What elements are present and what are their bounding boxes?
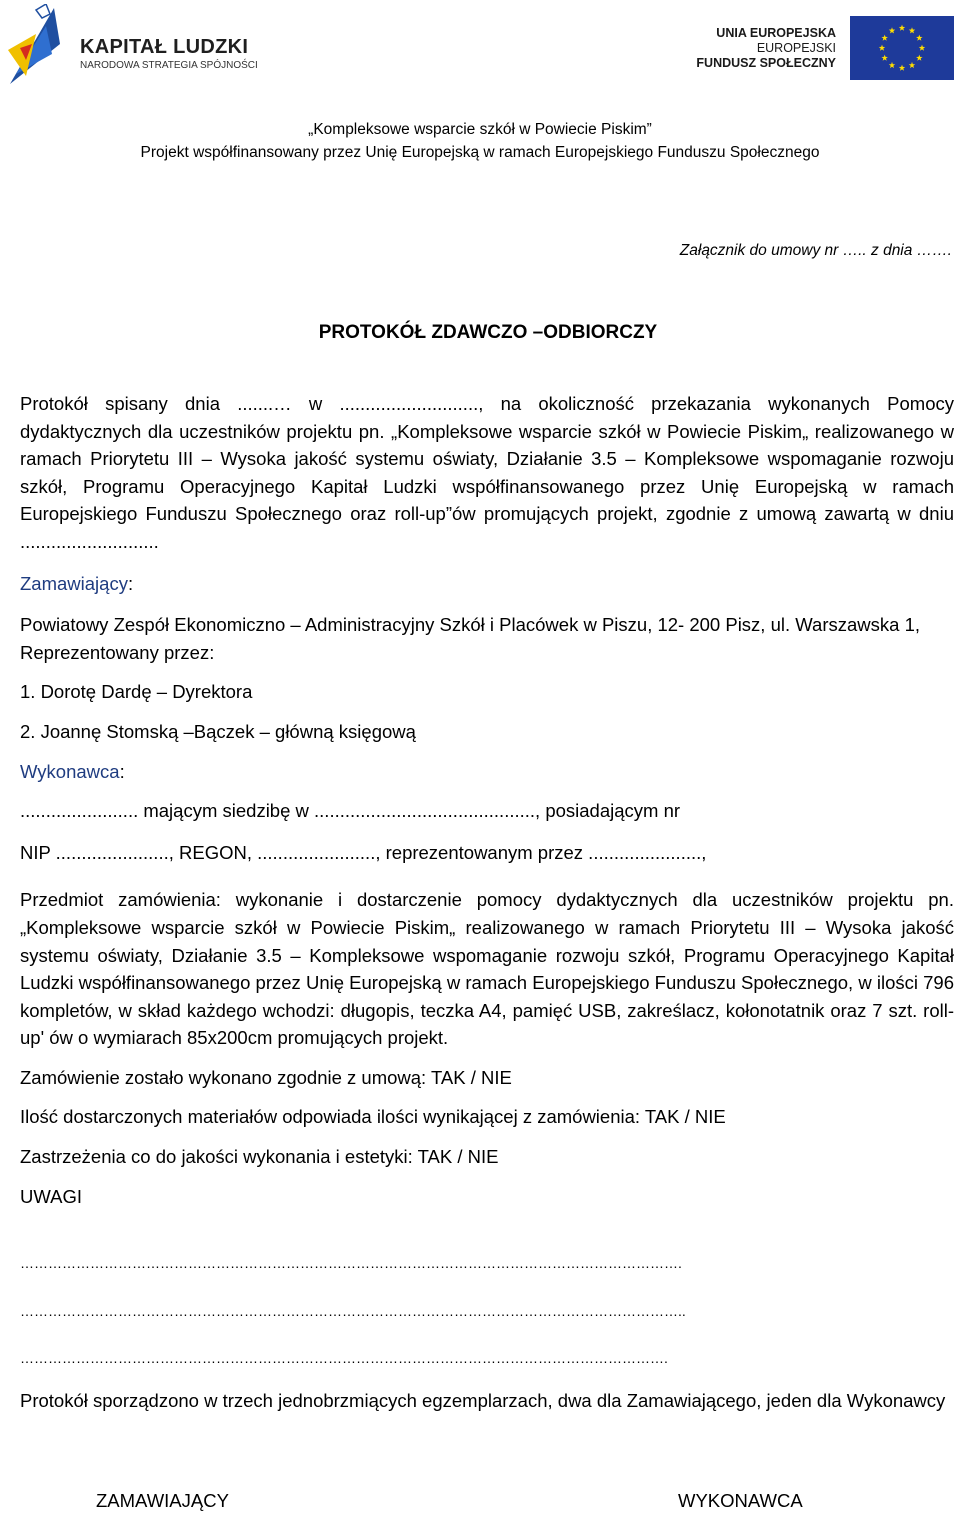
eu-line1: UNIA EUROPEJSKA <box>716 26 836 40</box>
remarks-line-2: …………………………………………………………………………………………………………………………….. <box>20 1302 686 1319</box>
contracting-heading <box>20 570 954 598</box>
kapital-ludzki-title: KAPITAŁ LUDZKI <box>80 36 249 58</box>
eu-line3: FUNDUSZ SPOŁECZNY <box>696 56 836 70</box>
annex-reference: Załącznik do umowy nr ….. z dnia ……. <box>679 242 952 259</box>
eu-star-icon <box>889 62 895 68</box>
signature-contractor: WYKONAWCA <box>678 1490 803 1511</box>
contractor-heading <box>20 758 954 786</box>
remarks-line-1: ……………………………………………………………………………………………………………………………. <box>20 1255 682 1272</box>
contractor-line-2: NIP ......................, REGON, ......................., reprezentowanym przez ......................, <box>20 841 707 863</box>
subject-paragraph: Przedmiot zamówienia: wykonanie i dostarczenie pomocy dydaktycznych dla uczestników projektu pn. „Kompleksowe wsparcie szkół w Powiecie Piskim„ realizowanego w ramach Priorytetu III – Wysoka jakość systemu oświaty, Działanie 3.5 – Kompleksowe wspomaganie rozwoju szkół, Programu Operacyjnego Kapitał Ludzki współfinansowanego przez Unię Europejską w ramach Europejskiego Funduszu Społecznego, w ilości 796 kompletów, w skład każdego wchodzi: długopis, teczka A4, pamięć USB, zakreślacz, kołonotatnik oraz 7 szt. roll-up' ów o wymiarach 85x200cm promujących projekt. <box>20 889 954 1049</box>
contracting-colon: : <box>127 572 134 594</box>
eu-star-icon <box>889 27 895 33</box>
eu-star-icon <box>899 65 905 71</box>
eu-logo <box>654 16 954 82</box>
contracting-label: Zamawiający <box>20 572 128 594</box>
document-body <box>20 390 954 1415</box>
eu-star-icon <box>909 62 915 68</box>
check-quality: Zastrzeżenia co do jakości wykonania i estetyki: TAK / NIE <box>20 1146 499 1168</box>
document-title: PROTOKÓŁ ZDAWCZO –ODBIORCZY <box>318 322 658 343</box>
closing-statement: Protokół sporządzono w trzech jednobrzmiących egzemplarzach, dwa dla Zamawiającego, jeden dla Wykonawcy <box>20 1390 946 1412</box>
kapital-ludzki-emblem-icon <box>6 4 76 94</box>
contracting-rep-2: 2. Joannę Stomską –Bączek – główną księgową <box>20 720 416 742</box>
eu-logo-text <box>696 26 836 71</box>
eu-star-icon <box>881 55 887 61</box>
eu-star-icon <box>909 27 915 33</box>
contractor-line-1: ....................... mającym siedzibę w ..........................................., posiadającym nr <box>20 800 681 822</box>
intro-paragraph: Protokół spisany dnia .......… w ..........................., na okoliczność przekazania wykonanych Pomocy dydaktycznych dla uczestników projektu pn. „Kompleksowe wsparcie szkół w Powiecie Piskim„ realizowanego w ramach Priorytetu III – Wysoka jakość systemu oświaty, Działanie 3.5 – Kompleksowe wspomaganie rozwoju szkół, Programu Operacyjnego Kapitał Ludzki współfinansowanego przez Unię Europejską w ramach Europejskiego Funduszu Społecznego oraz roll-up”ów promujących projekt, zgodnie z umową zawartą w dniu ........................... <box>20 393 954 552</box>
eu-star-icon <box>916 35 922 41</box>
project-header <box>0 118 960 164</box>
contracting-rep-1: 1. Dorotę Dardę – Dyrektora <box>20 681 253 703</box>
eu-star-icon <box>899 25 905 31</box>
contractor-colon: : <box>119 760 125 782</box>
remarks-line-3: …………………………………………………………………………………………………………………………. <box>20 1350 668 1367</box>
eu-flag-icon <box>850 16 954 80</box>
check-quantity: Ilość dostarczonych materiałów odpowiada ilości wynikającej z zamówienia: TAK / NIE <box>20 1106 726 1128</box>
eu-star-icon <box>916 55 922 61</box>
cofinancing-line: Projekt współfinansowany przez Unię Europejską w ramach Europejskiego Funduszu Społecznego <box>140 144 820 161</box>
signature-contracting: ZAMAWIAJĄCY <box>96 1490 229 1511</box>
check-conformity: Zamówienie zostało wykonano zgodnie z umową: TAK / NIE <box>20 1066 512 1088</box>
eu-star-icon <box>881 35 887 41</box>
eu-line2: EUROPEJSKI <box>756 41 836 55</box>
contracting-address: Powiatowy Zespół Ekonomiczno – Administracyjny Szkół i Placówek w Piszu, 12- 200 Pisz, ul. Warszawska 1, Reprezentowany przez: <box>20 614 920 663</box>
eu-star-icon <box>879 45 885 51</box>
contractor-label: Wykonawca <box>20 760 120 782</box>
remarks-label: UWAGI <box>20 1185 83 1207</box>
kapital-ludzki-subtitle: NARODOWA STRATEGIA SPÓJNOŚCI <box>80 60 258 71</box>
kapital-ludzki-logo <box>6 4 266 94</box>
project-name: „Kompleksowe wsparcie szkół w Powiecie Piskim” <box>308 121 652 138</box>
eu-star-icon <box>919 45 925 51</box>
